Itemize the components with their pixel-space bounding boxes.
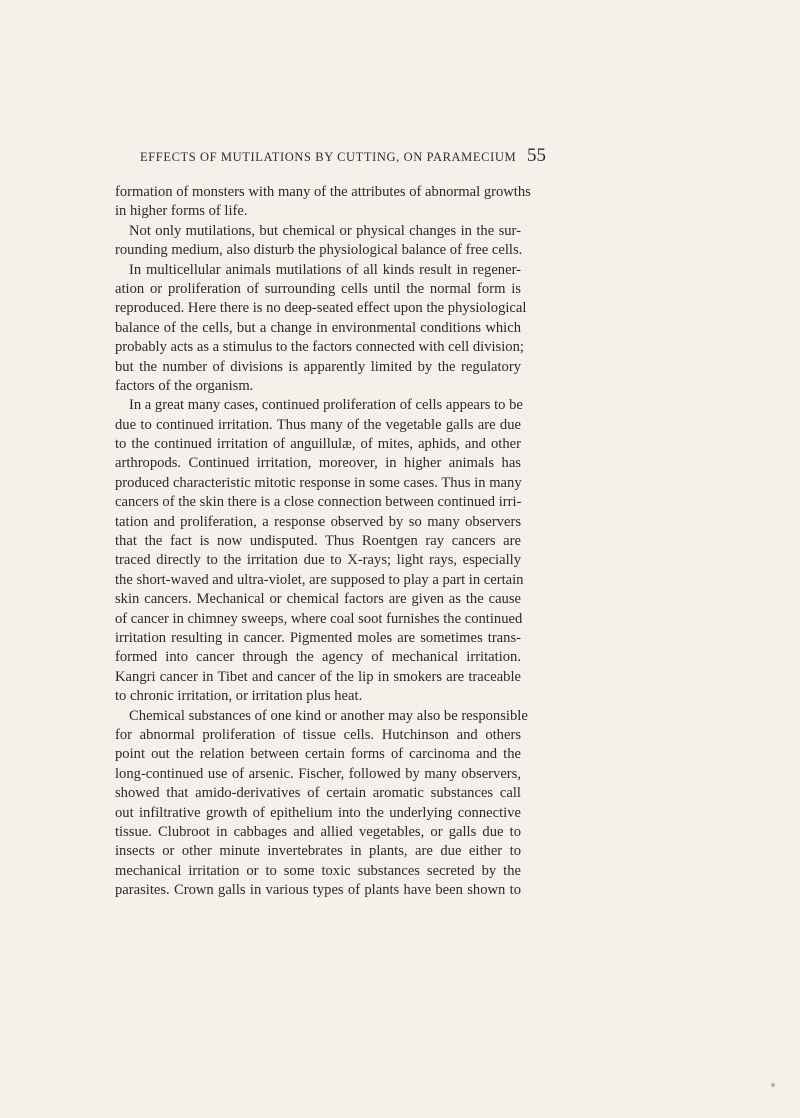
text-line: traced directly to the irritation due to X-rays; light rays, especially xyxy=(115,552,521,569)
text-line: out infiltrative growth of epithelium into the underlying connective xyxy=(115,804,521,821)
text-line: to chronic irritation, or irritation plus heat. xyxy=(115,688,363,705)
running-head: EFFECTS OF MUTILATIONS BY CUTTING, ON PARAMECIUM xyxy=(140,150,517,164)
text-line: In multicellular animals mutilations of all kinds result in regener- xyxy=(129,261,521,278)
text-line: the short-waved and ultra-violet, are supposed to play a part in certain xyxy=(115,571,524,588)
page-number: 55 xyxy=(527,145,546,166)
text-line: parasites. Crown galls in various types of plants have been shown to xyxy=(115,882,521,899)
paper-speck xyxy=(771,1083,775,1087)
paragraph-first-line: In a great many cases, continued proliferation of cells appears to be xyxy=(129,397,523,414)
text-line: formation of monsters with many of the attributes of abnormal growths xyxy=(115,184,531,200)
text-line: produced characteristic mitotic response in some cases. Thus in many xyxy=(115,474,522,491)
text-line: to the continued irritation of anguillulæ, of mites, aphids, and other xyxy=(115,436,521,453)
paragraph-first-line: Not only mutilations, but chemical or physical changes in the sur- xyxy=(129,222,521,239)
text-line: arthropods. Continued irritation, moreover, in higher animals has xyxy=(115,455,521,472)
body-text xyxy=(115,183,531,900)
text-line: skin cancers. Mechanical or chemical factors are given as the cause xyxy=(115,591,521,608)
text-line: showed that amido-derivatives of certain aromatic substances call xyxy=(115,785,521,802)
text-line: Kangri cancer in Tibet and cancer of the lip in smokers are traceable xyxy=(115,668,521,685)
text-line: formed into cancer through the agency of mechanical irritation. xyxy=(115,649,521,666)
text-line: for abnormal proliferation of tissue cells. Hutchinson and others xyxy=(115,726,521,743)
paragraph-first-line: Chemical substances of one kind or another may also be responsible xyxy=(129,707,528,724)
text-line: reproduced. Here there is no deep-seated effect upon the physiological xyxy=(115,300,527,317)
text-line: balance of the cells, but a change in environmental conditions which xyxy=(115,319,521,336)
text-line: but the number of divisions is apparently limited by the regulatory xyxy=(115,358,521,375)
text-line: long-continued use of arsenic. Fischer, followed by many observers, xyxy=(115,765,521,782)
text-line: of cancer in chimney sweeps, where coal soot furnishes the continued xyxy=(115,610,523,627)
text-line: irritation resulting in cancer. Pigmented moles are sometimes trans- xyxy=(115,629,521,646)
text-line: tation and proliferation, a response observed by so many observers xyxy=(115,513,521,530)
text-line: that the fact is now undisputed. Thus Roentgen ray cancers are xyxy=(115,533,521,550)
text-line: ation or proliferation of surrounding cells until the normal form is xyxy=(115,280,521,297)
text-line: in higher forms of life. xyxy=(115,203,248,220)
text-line: factors of the organism. xyxy=(115,377,254,394)
text-line: probably acts as a stimulus to the factors connected with cell division; xyxy=(115,339,524,356)
text-line: insects or other minute invertebrates in plants, are due either to xyxy=(115,843,521,860)
text-line: cancers of the skin there is a close connection between continued irri- xyxy=(115,494,522,511)
text-line: point out the relation between certain forms of carcinoma and the xyxy=(115,746,521,763)
text-line: due to continued irritation. Thus many of the vegetable galls are due xyxy=(115,416,521,433)
text-line: mechanical irritation or to some toxic substances secreted by the xyxy=(115,862,521,879)
text-line: tissue. Clubroot in cabbages and allied vegetables, or galls due to xyxy=(115,823,521,840)
text-line: rounding medium, also disturb the physiological balance of free cells. xyxy=(115,242,523,259)
